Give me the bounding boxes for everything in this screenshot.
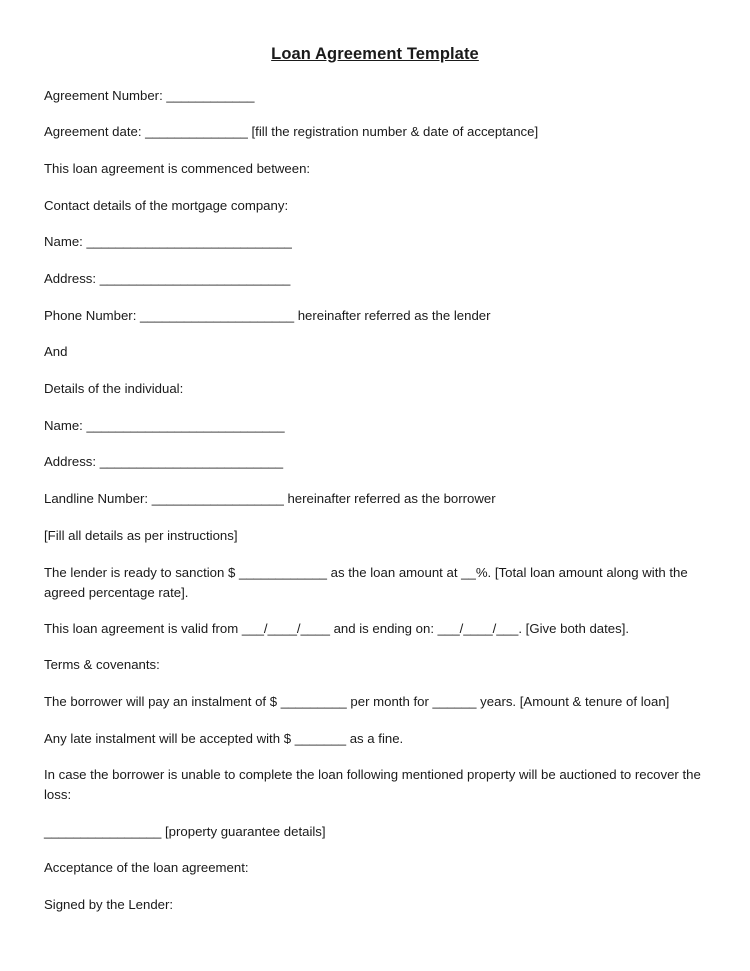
auction-clause-paragraph: In case the borrower is unable to complete the loan following mentioned property will be auctioned to recover the loss:	[44, 767, 701, 802]
fill-details-note: [Fill all details as per instructions]	[44, 528, 238, 543]
document-title: Loan Agreement Template	[271, 45, 479, 63]
instalment-line: The borrower will pay an instalment of $ _________ per month for ______ years. [Amount & tenure of loan]	[44, 694, 670, 709]
commenced-between-line: This loan agreement is commenced between:	[44, 161, 311, 176]
borrower-address-line: Address: _________________________	[44, 454, 284, 469]
loan-amount-paragraph: The lender is ready to sanction $ ____________ as the loan amount at __%. [Total loan amount along with the agreed percentage rate].	[44, 565, 688, 600]
validity-dates-line: This loan agreement is valid from ___/____/____ and is ending on: ___/____/___. [Give both dates].	[44, 621, 630, 636]
agreement-number-line: Agreement Number: ____________	[44, 88, 255, 103]
property-guarantee-line: ________________ [property guarantee details]	[44, 824, 326, 839]
borrower-landline-line: Landline Number: __________________ hereinafter referred as the borrower	[44, 491, 496, 506]
agreement-date-line: Agreement date: ______________ [fill the registration number & date of acceptance]	[44, 124, 539, 139]
acceptance-heading: Acceptance of the loan agreement:	[44, 860, 249, 875]
lender-name-line: Name: ____________________________	[44, 234, 292, 249]
lender-phone-line: Phone Number: _____________________ hereinafter referred as the lender	[44, 308, 491, 323]
mortgage-company-heading: Contact details of the mortgage company:	[44, 198, 289, 213]
late-fine-line: Any late instalment will be accepted with $ _______ as a fine.	[44, 731, 404, 746]
borrower-name-line: Name: ___________________________	[44, 418, 285, 433]
terms-heading: Terms & covenants:	[44, 657, 160, 672]
signed-by-lender-line: Signed by the Lender:	[44, 897, 174, 912]
and-line: And	[44, 344, 68, 359]
lender-address-line: Address: __________________________	[44, 271, 291, 286]
individual-details-heading: Details of the individual:	[44, 381, 184, 396]
